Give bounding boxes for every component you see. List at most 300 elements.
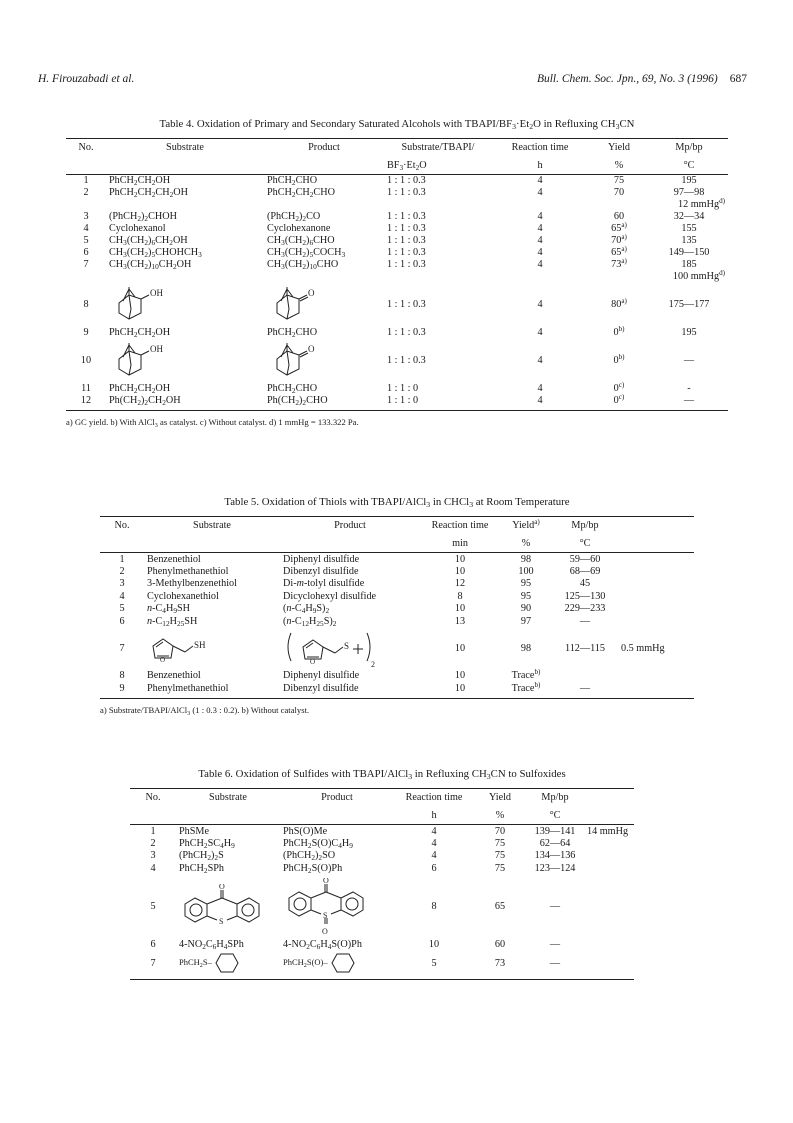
t4-ratio: 1 : 1 : 0.3 — [387, 211, 426, 222]
t4-yield: 70 — [613, 187, 625, 198]
t4-no: 11 — [81, 383, 91, 394]
t4-yield: 65$^{a)}$ — [611, 221, 627, 234]
t4-head-mp-unit: °C — [683, 159, 695, 171]
t4-ratio: 1 : 1 : 0.3 — [387, 247, 426, 258]
table-row — [100, 615, 694, 628]
t4-mp: 32—34 — [673, 211, 705, 222]
svg-text:S: S — [323, 910, 328, 920]
t4-substrate: $(PhCH_2)_2CHOH$ — [109, 211, 177, 223]
bicyclic-alcohol-structure — [109, 285, 169, 325]
svg-text:SH: SH — [194, 639, 206, 650]
t5-no: 8 — [119, 670, 125, 682]
t4-time: 4 — [537, 395, 543, 406]
t4-yield: 0$^{b)}$ — [613, 325, 625, 338]
t4-substrate: $PhCH_2CH_2OH$ — [109, 327, 171, 339]
t6-no: 2 — [150, 837, 156, 849]
t4-ratio: 1 : 1 : 0.3 — [387, 299, 426, 310]
cyclohexyl-ring — [328, 951, 358, 975]
svg-text:O: O — [308, 343, 315, 354]
running-header-authors: H. Firouzabadi et al. — [38, 73, 135, 85]
t5-yield: Trace$^{b)}$ — [511, 680, 541, 694]
t6-no: 1 — [150, 825, 156, 837]
table-row — [130, 862, 634, 875]
t5-mp: 229—233 — [564, 603, 606, 615]
t4-substrate: Cyclohexanol — [109, 223, 166, 234]
table-row — [130, 875, 634, 939]
t4-head-yield-unit: % — [614, 159, 624, 171]
svg-text:O: O — [322, 926, 328, 936]
t4-yield: 65$^{a)}$ — [611, 245, 627, 258]
t4-time: 4 — [537, 327, 543, 338]
t4-substrate: $Ph(CH_2)_2CH_2OH$ — [109, 395, 181, 407]
table-row — [66, 327, 728, 339]
t4-time: 4 — [537, 383, 543, 394]
t4-ratio: 1 : 1 : 0.3 — [387, 355, 426, 366]
t5-mp-pressure — [618, 615, 694, 628]
running-header-journal — [537, 73, 747, 85]
t5-substrate: $n-C_4H_9SH$ — [147, 603, 191, 616]
svg-text:O: O — [160, 655, 166, 664]
table-row — [66, 223, 728, 235]
t6-no: 5 — [150, 901, 156, 912]
t5-mp-pressure — [618, 565, 694, 578]
t5-mp: 68—69 — [569, 565, 601, 577]
thioxanthone-structure-drawing — [179, 884, 265, 930]
bicyclic-ketone-structure-drawing — [267, 285, 327, 325]
t6-head-mp: Mp/bp — [541, 792, 569, 804]
t5-mp: — — [579, 682, 591, 694]
t6-mp: — — [549, 939, 561, 951]
t6-mp-pressure — [584, 875, 634, 939]
t4-time: 4 — [537, 211, 543, 222]
t4-time: 4 — [537, 175, 543, 187]
t4-substrate: $PhCH_2CH_2OH$ — [109, 383, 171, 395]
furfuryl-thiol-structure-drawing — [147, 634, 211, 664]
t5-product: Di-m-tolyl disulfide — [283, 578, 365, 590]
t5-head-substrate: Substrate — [193, 520, 231, 532]
t4-substrate — [106, 283, 264, 327]
t4-yield: 0$^{c)}$ — [613, 381, 625, 394]
table-row — [66, 175, 728, 187]
t6-yield: 75 — [494, 850, 506, 862]
t5-mp: 125—130 — [564, 590, 606, 602]
t6-mp: — — [549, 957, 561, 969]
t6-product: $PhCH_2S(O)C_4H_9$ — [283, 837, 353, 850]
table-row — [100, 628, 694, 670]
t5-substrate — [144, 628, 280, 670]
t4-head-mp: Mp/bp — [675, 142, 703, 154]
t4-head-time: Reaction time — [511, 142, 569, 154]
t5-yield: 95 — [520, 578, 532, 590]
t4-mp: - — [687, 383, 691, 394]
table-row-continued — [66, 199, 728, 211]
t6-product: PhS(O)Me — [283, 825, 328, 837]
t5-yield: 100 — [518, 565, 534, 577]
t5-mp-pressure — [618, 670, 694, 683]
t4-substrate: $PhCH_2CH_2CH_2OH$ — [109, 187, 188, 199]
t6-no: 6 — [150, 939, 156, 951]
t6-product: $(PhCH_2)_2SO$ — [283, 850, 336, 863]
t6-time: 4 — [431, 825, 437, 837]
t4-mp: — — [683, 395, 695, 406]
t5-mp-pressure — [618, 682, 694, 695]
benzyl-cyclohexyl-sulfide-structure — [179, 951, 242, 975]
t6-head-product: Product — [321, 792, 353, 804]
t5-body — [100, 553, 694, 699]
t4-mp: 185 — [681, 259, 697, 270]
t4-no: 9 — [83, 327, 89, 338]
t4-no: 6 — [83, 247, 89, 258]
table-4-footnote: a) GC yield. b) With AlCl$_3$ as catalyst. c) Without catalyst. d) 1 mmHg = 133.322 Pa. — [66, 417, 359, 429]
t4-ratio: 1 : 1 : 0.3 — [387, 235, 426, 246]
t4-mp: 149—150 — [668, 247, 710, 258]
t5-mp: 112—115 — [565, 643, 605, 654]
table-row — [100, 670, 694, 683]
t4-mp-pressure: 100 mmHg$^{d)}$ — [672, 269, 725, 282]
t5-product: Dibenzyl disulfide — [283, 682, 359, 694]
table-row — [100, 590, 694, 603]
t4-product: Cyclohexanone — [267, 223, 331, 234]
t5-no: 6 — [119, 615, 125, 627]
t5-mp-pressure — [618, 553, 694, 566]
t5-no: 1 — [119, 553, 125, 565]
t4-no: 3 — [83, 211, 89, 222]
t5-product: Diphenyl disulfide — [283, 670, 360, 682]
t4-substrate: $CH_3(CH_2)_5CHOHCH_3$ — [109, 247, 202, 259]
table-row — [100, 565, 694, 578]
t5-product: $(n-C_4H_9S)_2$ — [283, 603, 330, 616]
table-row — [130, 837, 634, 850]
t6-mp-pressure — [584, 939, 634, 952]
t5-substrate: Phenylmethanethiol — [147, 565, 229, 577]
t4-product: PhCH$_2$CHO — [267, 327, 318, 339]
t6-no: 3 — [150, 850, 156, 862]
t5-substrate: Phenylmethanethiol — [147, 682, 229, 694]
benzyl-cyclohexyl-sulfoxide-structure — [283, 951, 358, 975]
t6-mp-pressure — [584, 862, 634, 875]
table-row — [66, 247, 728, 259]
cyclohexyl-ring — [212, 951, 242, 975]
t5-substrate: Cyclohexanethiol — [147, 590, 219, 602]
t5-time: 10 — [454, 603, 466, 615]
t5-time: 10 — [454, 643, 466, 654]
t4-mp: 175—177 — [668, 299, 710, 310]
svg-text:O: O — [310, 657, 316, 666]
page-number: 687 — [729, 73, 747, 85]
t4-product: $Ph(CH_2)_2CHO$ — [267, 395, 328, 407]
t6-time: 10 — [428, 939, 440, 951]
t6-mp: 139—141 — [534, 825, 576, 837]
table-4 — [66, 118, 728, 427]
t4-no: 2 — [83, 187, 89, 198]
t4-mp-pressure: 12 mmHg$^{d)}$ — [678, 197, 725, 210]
t5-no: 9 — [119, 682, 125, 694]
t4-yield: 70$^{a)}$ — [611, 233, 627, 246]
svg-text:S: S — [344, 640, 350, 651]
t4-time: 4 — [537, 235, 543, 246]
t6-head-yield: Yield — [488, 792, 512, 804]
t5-head-mp-unit: °C — [579, 537, 591, 549]
t4-yield: 73$^{a)}$ — [611, 257, 627, 270]
bicyclic-alcohol-structure-drawing — [109, 285, 169, 325]
bicyclic-ketone-structure-drawing — [267, 341, 327, 381]
t5-yield: 98 — [520, 643, 532, 654]
t4-ratio: 1 : 1 : 0.3 — [387, 175, 426, 187]
table-row — [66, 235, 728, 247]
t5-mp: 59—60 — [569, 553, 601, 565]
table-5-caption: Table 5. Oxidation of Thiols with TBAPI/AlCl$_3$ in CHCl$_3$ at Room Temperature — [224, 496, 570, 509]
t5-product: $(n-C_{12}H_{25}S)_2$ — [283, 615, 337, 628]
table-row — [66, 395, 728, 407]
t4-product: $(PhCH_2)_2CO$ — [267, 211, 321, 223]
t4-product: PhCH$_2$CHO — [267, 175, 318, 188]
t5-time: 12 — [454, 578, 466, 590]
t4-head-no: No. — [78, 142, 94, 154]
t4-head-product: Product — [308, 142, 340, 154]
thioxanthone-oxide-structure — [283, 878, 369, 936]
t4-time: 4 — [537, 299, 543, 310]
t6-head-substrate: Substrate — [209, 792, 247, 804]
t4-yield: 0$^{b)}$ — [613, 353, 625, 366]
t6-time: 5 — [431, 957, 437, 969]
t5-product: Dicyclohexyl disulfide — [283, 590, 377, 602]
svg-text:O: O — [308, 287, 315, 298]
t4-time: 4 — [537, 223, 543, 234]
t6-mp-pressure — [584, 951, 634, 975]
t6-yield: 75 — [494, 862, 506, 874]
table-5 — [100, 496, 694, 715]
t6-mp-pressure: 14 mmHg — [587, 825, 629, 837]
table-row — [130, 850, 634, 863]
t6-time: 6 — [431, 862, 437, 874]
t4-substrate: $PhCH_2CH_2OH$ — [109, 175, 171, 188]
table-6-grid — [130, 788, 634, 980]
t5-head-yield: Yield$^{a)}$ — [512, 518, 540, 532]
t6-substrate: $4-NO_2C_6H_4SPh$ — [179, 939, 244, 952]
table-row-continued — [66, 271, 728, 283]
t6-head-time-unit: h — [431, 809, 437, 821]
t4-ratio: 1 : 1 : 0 — [387, 395, 419, 406]
table-row — [66, 383, 728, 395]
t6-no: 4 — [150, 862, 156, 874]
t4-ratio: 1 : 1 : 0.3 — [387, 223, 426, 234]
t4-head-substrate: Substrate — [166, 142, 204, 154]
t6-head-yield-unit: % — [495, 809, 505, 821]
t6-product: PhCH$_2$S(O)Ph — [283, 862, 343, 875]
t6-yield: 65 — [494, 901, 506, 912]
t6-head-time: Reaction time — [405, 792, 463, 804]
bicyclic-ketone-structure — [267, 341, 327, 381]
t6-product: $4-NO_2C_6H_4S(O)Ph$ — [283, 939, 362, 952]
thioxanthone-oxide-structure-drawing — [283, 878, 369, 936]
t5-yield: 98 — [520, 553, 532, 565]
t5-product — [280, 628, 420, 670]
t4-time: 4 — [537, 187, 543, 198]
bicyclic-ketone-structure — [267, 285, 327, 325]
t4-mp: 195 — [681, 175, 697, 187]
t6-substrate: $(PhCH_2)_2S$ — [179, 850, 224, 863]
svg-text:OH: OH — [150, 287, 163, 298]
t5-mp-pressure: 0.5 mmHg — [621, 643, 665, 654]
t4-no: 10 — [80, 355, 92, 366]
table-5-grid — [100, 516, 694, 699]
t5-no: 2 — [119, 565, 125, 577]
t5-yield: Trace$^{b)}$ — [511, 668, 541, 682]
table-row — [100, 603, 694, 616]
t4-no: 7 — [83, 259, 89, 270]
t4-mp: 97—98 — [673, 187, 705, 198]
t6-substrate: PhCH$_2$SPh — [179, 862, 225, 875]
t5-mp-pressure — [618, 603, 694, 616]
t5-head-yield-unit: % — [521, 537, 531, 549]
t4-head-yield: Yield — [607, 142, 631, 154]
t6-yield: 73 — [494, 957, 506, 969]
t4-product: $PhCH_2CH_2CHO$ — [267, 187, 335, 199]
t6-product — [280, 875, 394, 939]
svg-text:OH: OH — [150, 343, 163, 354]
table-row — [100, 682, 694, 695]
t4-mp: 135 — [681, 235, 697, 246]
t6-substrate — [176, 951, 280, 975]
t5-time: 10 — [454, 682, 466, 694]
t4-product: PhCH$_2$CHO — [267, 383, 318, 395]
svg-text:O: O — [323, 877, 329, 885]
t5-yield: 95 — [520, 590, 532, 602]
t5-head-product: Product — [334, 520, 366, 532]
t4-product: $CH_3(CH_2)_{10}CHO$ — [267, 259, 339, 271]
t4-no: 12 — [80, 395, 92, 406]
table-row — [66, 283, 728, 327]
t5-no: 3 — [119, 578, 125, 590]
t4-product — [264, 283, 384, 327]
t6-yield: 60 — [494, 939, 506, 951]
t5-mp: 45 — [579, 578, 591, 590]
t5-yield: 90 — [520, 603, 532, 615]
t4-no: 5 — [83, 235, 89, 246]
t6-mp-pressure — [584, 837, 634, 850]
t6-mp: 62—64 — [539, 837, 571, 849]
t5-mp: — — [579, 615, 591, 627]
t4-body — [66, 175, 728, 411]
t5-product: Dibenzyl disulfide — [283, 565, 359, 577]
t4-mp: 155 — [681, 223, 697, 234]
table-6-caption: Table 6. Oxidation of Sulfides with TBAPI/AlCl$_3$ in Refluxing $CH_3CN$ to Sulfoxides — [198, 768, 566, 781]
table-row — [130, 825, 634, 838]
t5-time: 13 — [454, 615, 466, 627]
t5-time: 10 — [454, 553, 466, 565]
t6-mp: 134—136 — [534, 850, 576, 862]
t5-time: 10 — [454, 670, 466, 682]
t4-product — [264, 339, 384, 383]
t4-time: 4 — [537, 247, 543, 258]
t5-time: 8 — [457, 590, 463, 602]
t5-no: 7 — [119, 643, 125, 654]
t4-head-ratio-2: $BF_3\cdot Et_2O$ — [387, 159, 427, 172]
table-row — [66, 339, 728, 383]
t6-yield: 70 — [494, 825, 506, 837]
t6-time: 4 — [431, 837, 437, 849]
t4-ratio: 1 : 1 : 0.3 — [387, 259, 426, 270]
benzyl-cyclohexyl-sulfoxide-structure-prefix: PhCH$_2$S(O)– — [283, 957, 328, 970]
t4-ratio: 1 : 1 : 0.3 — [387, 327, 426, 338]
difurfuryl-disulfide-structure — [283, 629, 379, 669]
table-row — [66, 259, 728, 271]
t4-yield: 75 — [613, 175, 625, 187]
t5-substrate: $n-C_{12}H_{25}SH$ — [147, 615, 198, 628]
t6-time: 8 — [431, 901, 437, 912]
t5-substrate: Benzenethiol — [147, 553, 201, 565]
t4-substrate: $CH_3(CH_2)_{10}CH_2OH$ — [109, 259, 192, 271]
t6-substrate: PhSMe — [179, 825, 210, 837]
t4-no: 8 — [83, 299, 89, 310]
t6-head-no: No. — [145, 792, 161, 804]
t5-head-mp: Mp/bp — [571, 520, 599, 532]
svg-text:O: O — [219, 883, 225, 891]
t4-head-time-unit: h — [537, 159, 543, 171]
t6-mp: 123—124 — [534, 862, 576, 874]
t6-product — [280, 951, 394, 975]
t4-ratio: 1 : 1 : 0.3 — [387, 187, 426, 198]
furfuryl-thiol-structure — [147, 634, 211, 664]
t5-yield: 97 — [520, 615, 532, 627]
difurfuryl-disulfide-structure-drawing — [283, 629, 379, 669]
t6-substrate: $PhCH_2SC_4H_9$ — [179, 837, 235, 850]
table-row — [66, 211, 728, 223]
t4-product: $CH_3(CH_2)_6CHO$ — [267, 235, 335, 247]
t4-mp: — — [683, 355, 695, 366]
bicyclic-alcohol-structure — [109, 341, 169, 381]
t4-no: 4 — [83, 223, 89, 234]
t4-yield: 60 — [613, 211, 625, 222]
t6-substrate — [176, 875, 280, 939]
t5-no: 5 — [119, 603, 125, 615]
t5-mp-pressure — [618, 578, 694, 591]
t4-mp: 195 — [681, 327, 697, 338]
t5-head-no: No. — [114, 520, 130, 532]
table-6 — [130, 768, 634, 980]
t4-yield: 0$^{c)}$ — [613, 393, 625, 406]
t4-no: 1 — [83, 175, 89, 187]
table-5-footnote: a) Substrate/TBAPI/AlCl$_3$ (1 : 0.3 : 0.2). b) Without catalyst. — [100, 705, 310, 717]
t5-time: 10 — [454, 565, 466, 577]
table-row — [100, 553, 694, 566]
t6-mp: — — [549, 901, 561, 912]
t4-yield: 80$^{a)}$ — [611, 297, 627, 310]
t5-head-time-unit: min — [452, 537, 468, 549]
t6-head-mp-unit: °C — [549, 809, 561, 821]
t4-substrate: $CH_3(CH_2)_6CH_2OH$ — [109, 235, 188, 247]
t4-substrate — [106, 339, 264, 383]
t5-mp — [552, 670, 618, 683]
t4-product: $CH_3(CH_2)_5COCH_3$ — [267, 247, 346, 259]
t5-mp-pressure — [618, 590, 694, 603]
t6-mp-pressure — [584, 850, 634, 863]
t6-time: 4 — [431, 850, 437, 862]
t5-no: 4 — [119, 590, 125, 602]
t4-ratio: 1 : 1 : 0 — [387, 383, 419, 394]
table-row — [130, 939, 634, 952]
table-row — [66, 187, 728, 199]
t5-substrate: Benzenethiol — [147, 670, 201, 682]
t5-substrate: 3-Methylbenzenethiol — [147, 578, 237, 590]
t4-time: 4 — [537, 355, 543, 366]
t6-no: 7 — [150, 957, 156, 969]
t6-yield: 75 — [494, 837, 506, 849]
table-4-grid — [66, 138, 728, 411]
t5-product: Diphenyl disulfide — [283, 553, 360, 565]
t4-time: 4 — [537, 259, 543, 270]
t5-head-time: Reaction time — [431, 520, 489, 532]
